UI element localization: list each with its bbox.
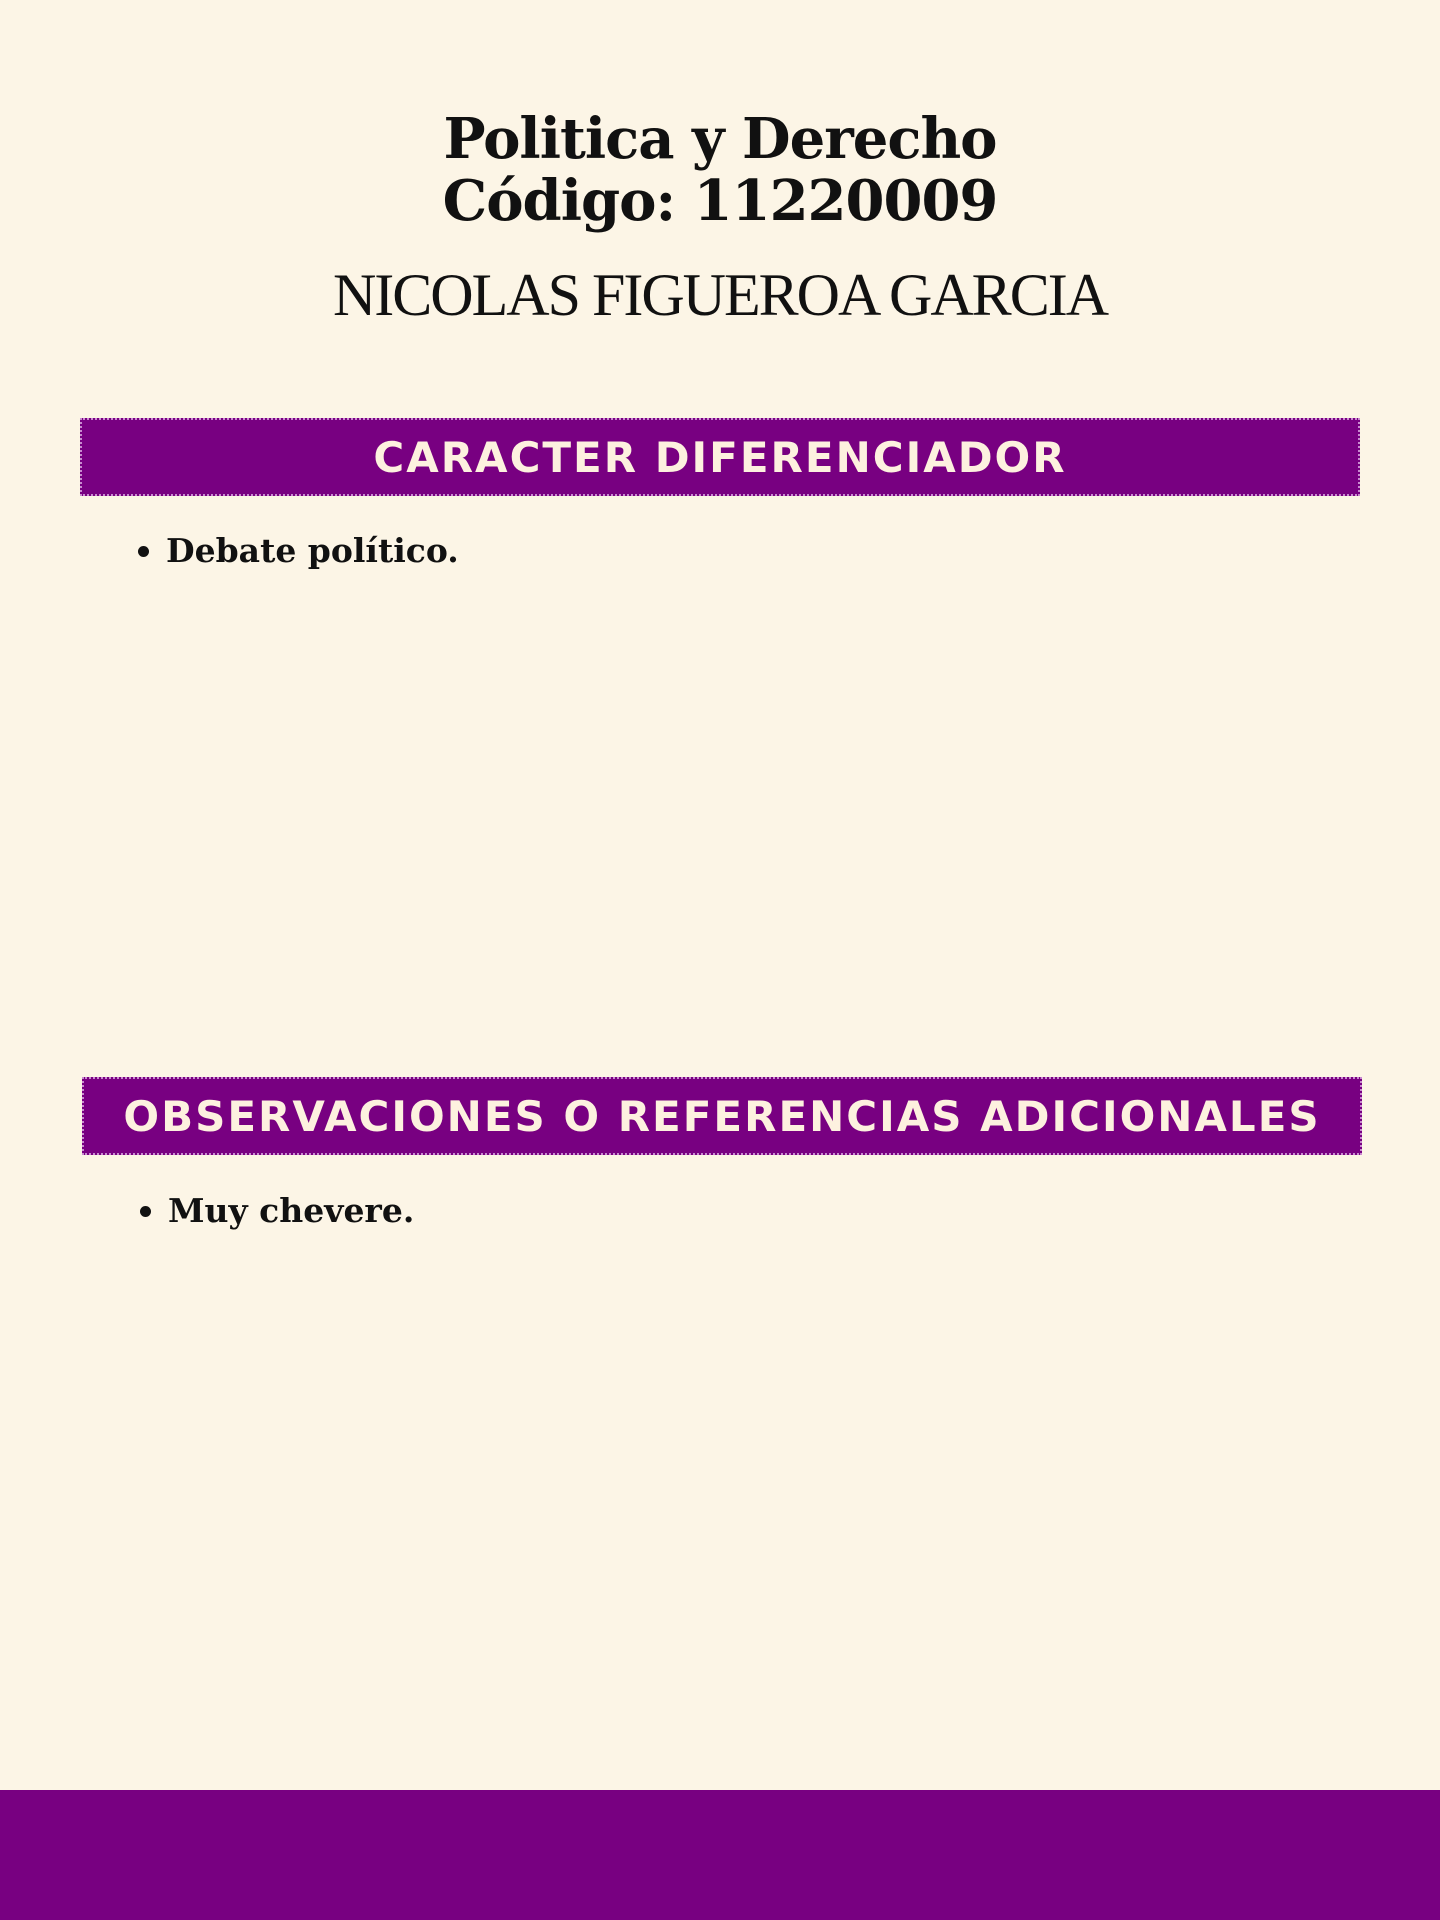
section-title: CARACTER DIFERENCIADOR [373,432,1067,482]
footer-bar [0,1790,1440,1920]
list-item [138,530,459,572]
bullet-icon [138,546,149,557]
list-item-text: Muy chevere. [168,1191,415,1230]
section-title: OBSERVACIONES O REFERENCIAS ADICIONALES [123,1091,1321,1141]
list-item-text: Debate político. [166,531,459,570]
bullet-icon [140,1206,151,1217]
bullet-list-caracter-diferenciador [138,530,459,572]
section-banner-observaciones [82,1077,1362,1155]
course-title: Politica y Derecho [443,106,997,172]
section-banner-caracter-diferenciador [80,418,1360,496]
student-name: NICOLAS FIGUEROA GARCIA [332,262,1108,328]
course-code: Código: 11220009 [442,168,998,234]
list-item [140,1190,414,1232]
bullet-list-observaciones [140,1190,414,1232]
document-header [0,108,1440,330]
